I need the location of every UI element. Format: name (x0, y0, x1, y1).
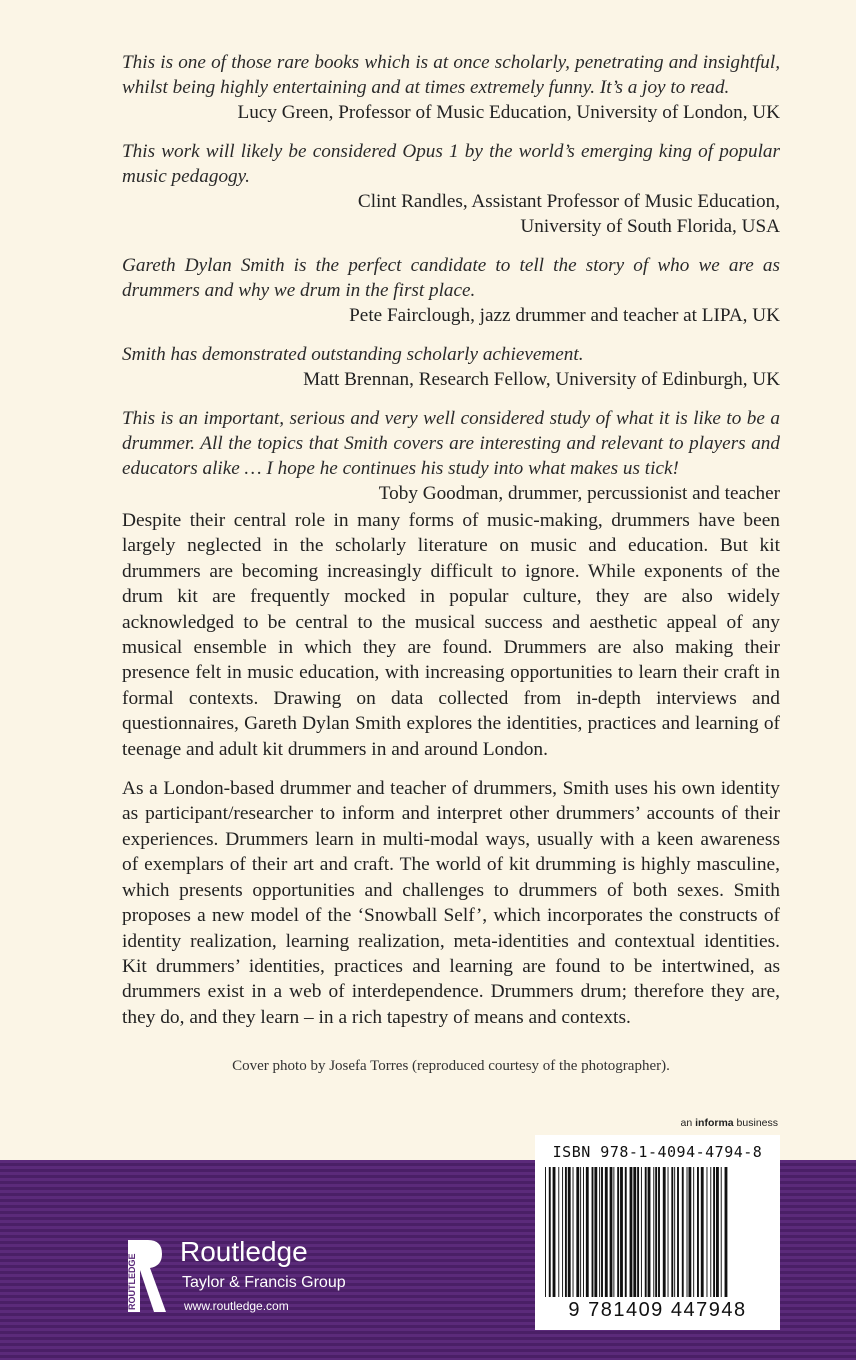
barcode-bar (721, 1167, 722, 1297)
barcode-bar (697, 1167, 699, 1297)
barcode (543, 1167, 772, 1297)
barcode-bar (620, 1167, 623, 1297)
publisher-group: Taylor & Francis Group (182, 1274, 346, 1291)
barcode-bar (549, 1167, 551, 1297)
endorsements (122, 50, 780, 520)
endorsement-quote: Smith has demonstrated outstanding scholarly achievement. (122, 344, 584, 365)
endorsement-attribution: University of South Florida, USA (520, 216, 780, 237)
barcode-bar (710, 1167, 711, 1297)
description-paragraph: As a London-based drummer and teacher of drummers, Smith uses his own identity as participant/researcher to inform and interpret other drummers’ accounts of their experiences. Drummers learn in multi-modal ways, usually with a keen awareness of exemplars of their art and craft. The world of kit drumming is highly masculine, which presents opportunities and challenges to drummers of both sexes. Smith proposes a new model of the ‘Snowball Self’, which incorporates the constructs of identity realization, learning realization, meta-identities and contextual identities. Kit drummers’ identities, practices and learning are found to be intertwined, as drummers exist in a web of interdependence. Drummers drum; therefore they are, they do, and they learn – in a rich tapestry of means and contexts. (122, 778, 780, 1028)
publisher-name: Routledge (180, 1236, 308, 1267)
barcode-bar (630, 1167, 633, 1297)
barcode-bar (713, 1167, 715, 1297)
barcode-bar (594, 1167, 597, 1297)
barcode-bar (576, 1167, 579, 1297)
barcode-digits: 9 781409 447948 (568, 1299, 747, 1321)
informa-brand: informa (695, 1117, 734, 1129)
barcode-bar (565, 1167, 567, 1297)
barcode-bar (592, 1167, 594, 1297)
barcode-bar (668, 1167, 669, 1297)
barcode-bar (653, 1167, 654, 1297)
barcode-bar (633, 1167, 636, 1297)
endorsement-quote: This is an important, serious and very well considered study of what it is like to be a drummer. All the topics that Smith covers are interesting and relevant to players and educators alike … I hope he continues his study into what makes us tick! (122, 408, 780, 479)
barcode-bar (658, 1167, 660, 1297)
barcode-bar (610, 1167, 613, 1297)
barcode-bar (677, 1167, 679, 1297)
barcode-bar (580, 1167, 581, 1297)
informa-prefix: an (680, 1117, 696, 1129)
barcode-bar (625, 1167, 627, 1297)
publisher-url: www.routledge.com (184, 1299, 289, 1313)
barcode-bar (674, 1167, 675, 1297)
endorsement (122, 406, 780, 506)
barcode-bar (586, 1167, 589, 1297)
barcode-bar (645, 1167, 647, 1297)
routledge-mark-text: ROUTLEDGE (127, 1253, 137, 1310)
barcode-bar (663, 1167, 666, 1297)
barcode-bar (568, 1167, 571, 1297)
endorsement-quote: Gareth Dylan Smith is the perfect candidate to tell the story of who we are as drummers and why we drum in the first place. (122, 255, 780, 301)
barcode-panel (535, 1135, 780, 1330)
informa-tagline (681, 1117, 778, 1129)
photo-credit: Cover photo by Josefa Torres (reproduced courtesy of the photographer). (232, 1058, 670, 1074)
barcode-bar (716, 1167, 719, 1297)
isbn-label: ISBN 978-1-4094-4794-8 (552, 1143, 763, 1161)
barcode-bar (599, 1167, 600, 1297)
barcode-bar (687, 1167, 688, 1297)
endorsement (122, 342, 780, 392)
endorsement-attribution: Lucy Green, Professor of Music Education, University of London, UK (237, 102, 780, 123)
barcode-bar (573, 1167, 574, 1297)
endorsement-attribution: Matt Brennan, Research Fellow, University of Edinburgh, UK (303, 369, 780, 390)
routledge-mark-icon (122, 1236, 170, 1316)
barcode-bar (583, 1167, 584, 1297)
barcode-bar (682, 1167, 684, 1297)
barcode-bar (655, 1167, 657, 1297)
barcode-bar (648, 1167, 651, 1297)
barcode-bar (641, 1167, 642, 1297)
informa-suffix: business (733, 1117, 778, 1129)
routledge-logo (122, 1236, 402, 1326)
barcode-bar (693, 1167, 694, 1297)
barcode-bar (545, 1167, 546, 1297)
endorsement (122, 50, 780, 125)
barcode-bar (637, 1167, 639, 1297)
book-description (122, 508, 780, 1044)
endorsement-attribution: Clint Randles, Assistant Professor of Music Education, (357, 191, 780, 212)
endorsement (122, 253, 780, 328)
endorsement-attribution: Pete Fairclough, jazz drummer and teacher at LIPA, UK (349, 305, 780, 326)
barcode-bar (605, 1167, 608, 1297)
barcode-bar (617, 1167, 619, 1297)
barcode-bar (707, 1167, 708, 1297)
barcode-bar (671, 1167, 673, 1297)
barcode-bar (688, 1167, 691, 1297)
barcode-bar (558, 1167, 559, 1297)
barcode-bar (613, 1167, 614, 1297)
barcode-bar (601, 1167, 603, 1297)
endorsement-quote: This work will likely be considered Opus 1 by the world’s emerging king of popular music pedagogy. (122, 141, 780, 187)
barcode-bar (562, 1167, 563, 1297)
endorsement (122, 139, 780, 239)
endorsement-attribution: Toby Goodman, drummer, percussionist and teacher (378, 483, 780, 504)
description-paragraph: Despite their central role in many forms of music-making, drummers have been largely neglected in the scholarly literature on music and education. But kit drummers are becoming increasingly difficult to ignore. While exponents of the drum kit are frequently mocked in popular culture, they are also widely acknowledged to be central to the musical success and aesthetic appeal of any musical ensemble in which they are found. Drummers are also making their presence felt in music education, with increasing opportunities to learn their craft in formal contexts. Drawing on data collected from in-depth interviews and questionnaires, Gareth Dylan Smith explores the identities, practices and learning of teenage and adult kit drummers in and around London. (122, 510, 780, 760)
barcode-bar (701, 1167, 704, 1297)
endorsement-quote: This is one of those rare books which is at once scholarly, penetrating and insightful, whilst being highly entertaining and at times extremely funny. It’s a joy to read. (122, 52, 780, 98)
barcode-bar (725, 1167, 728, 1297)
barcode-bar (553, 1167, 556, 1297)
